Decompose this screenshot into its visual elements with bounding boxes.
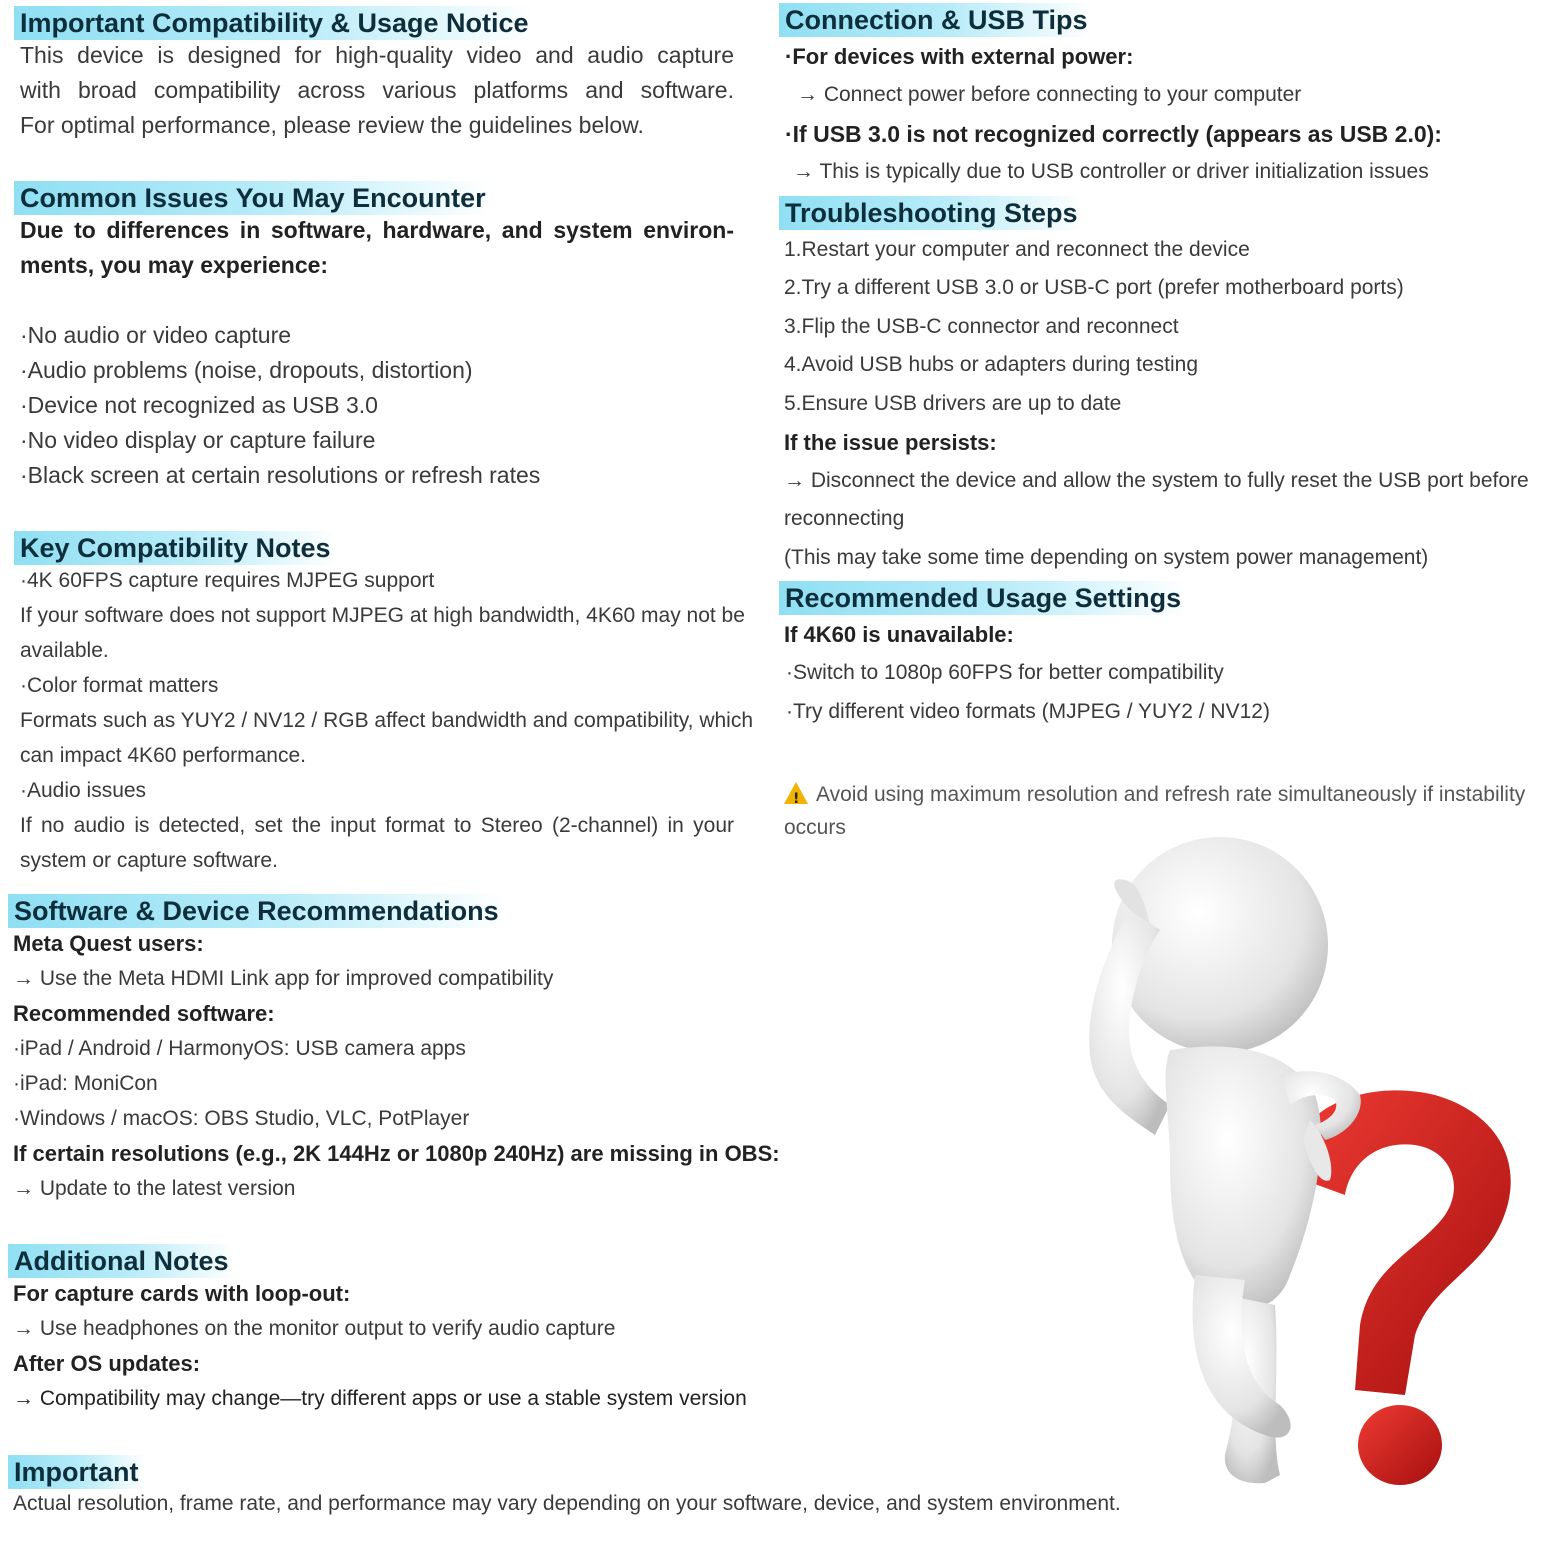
loop-line: → Use headphones on the monitor output to verify audio capture — [13, 1317, 616, 1340]
usb-line: → This is typically due to USB controller or driver initialization issues — [793, 160, 1429, 183]
key-note-line: available. — [20, 639, 109, 662]
warning-line-2: occurs — [784, 816, 846, 839]
troubleshooting-step: 3.Flip the USB-C connector and reconnect — [784, 315, 1179, 338]
important-title: Important — [8, 1455, 145, 1489]
issue-item: ·Audio problems (noise, dropouts, distortion) — [20, 357, 473, 383]
recommended-heading: If 4K60 is unavailable: — [784, 622, 1014, 647]
troubleshooting-step: 5.Ensure USB drivers are up to date — [784, 392, 1122, 415]
notice-line-1: This device is designed for high-quality video and audio capture — [20, 42, 734, 68]
loop-heading: For capture cards with loop-out: — [13, 1281, 351, 1306]
recommended-item: ·Try different video formats (MJPEG / YUY2 / NV12) — [786, 700, 1270, 723]
os-heading: After OS updates: — [13, 1351, 201, 1376]
recommended-item: ·Switch to 1080p 60FPS for better compatibility — [786, 661, 1224, 684]
issues-intro-2: ments, you may experience: — [20, 252, 329, 278]
persist-line: (This may take some time depending on system power management) — [784, 546, 1429, 569]
key-note-line: ·Color format matters — [20, 674, 219, 697]
warning-icon — [784, 782, 808, 804]
key-note-line: system or capture software. — [20, 849, 278, 872]
rec-software-item: ·Windows / macOS: OBS Studio, VLC, PotPlayer — [13, 1107, 470, 1130]
troubleshooting-title: Troubleshooting Steps — [779, 196, 1084, 230]
rec-software-item: ·iPad: MoniCon — [13, 1072, 158, 1095]
usb-heading: ·If USB 3.0 is not recognized correctly (appears as USB 2.0): — [785, 121, 1442, 147]
additional-title: Additional Notes — [8, 1244, 235, 1278]
issue-item: ·Device not recognized as USB 3.0 — [20, 392, 378, 418]
issue-item: ·No video display or capture failure — [20, 427, 376, 453]
persist-line: reconnecting — [784, 507, 905, 530]
obs-heading: If certain resolutions (e.g., 2K 144Hz or 1080p 240Hz) are missing in OBS: — [13, 1141, 780, 1166]
rec-software-heading: Recommended software: — [13, 1001, 275, 1026]
important-line: Actual resolution, frame rate, and performance may vary depending on your software, device, and system environment. — [13, 1492, 1121, 1515]
issues-intro-1: Due to differences in software, hardware, and system environ- — [20, 217, 734, 243]
notice-line-3: For optimal performance, please review the guidelines below. — [20, 112, 644, 138]
persist-heading: If the issue persists: — [784, 430, 997, 455]
warning-line-1: Avoid using maximum resolution and refresh rate simultaneously if instability — [816, 783, 1526, 806]
key-notes-title: Key Compatibility Notes — [14, 531, 337, 565]
os-line: → Compatibility may change—try different apps or use a stable system version — [13, 1387, 747, 1410]
thinking-person-figure — [1089, 837, 1361, 1483]
issue-item: ·No audio or video capture — [20, 322, 292, 348]
recommended-title: Recommended Usage Settings — [779, 581, 1187, 615]
thinking-person-illustration — [1075, 835, 1545, 1495]
warning-note — [784, 779, 1525, 808]
key-note-line: If no audio is detected, set the input format to Stereo (2-channel) in your — [20, 814, 734, 837]
meta-line: → Use the Meta HDMI Link app for improved compatibility — [13, 967, 554, 990]
software-title: Software & Device Recommendations — [8, 894, 505, 928]
notice-line-2: with broad compatibility across various platforms and software. — [20, 77, 734, 103]
notice-title: Important Compatibility & Usage Notice — [14, 6, 535, 40]
key-note-line: ·4K 60FPS capture requires MJPEG support — [20, 569, 435, 592]
power-line: → Connect power before connecting to your computer — [797, 83, 1302, 106]
issue-item: ·Black screen at certain resolutions or refresh rates — [20, 462, 541, 488]
power-heading: ·For devices with external power: — [785, 44, 1134, 69]
rec-software-item: ·iPad / Android / HarmonyOS: USB camera apps — [13, 1037, 466, 1060]
key-note-line: If your software does not support MJPEG at high bandwidth, 4K60 may not be — [20, 604, 745, 627]
obs-line: → Update to the latest version — [13, 1177, 296, 1200]
key-note-line: can impact 4K60 performance. — [20, 744, 306, 767]
meta-heading: Meta Quest users: — [13, 931, 204, 956]
troubleshooting-step: 4.Avoid USB hubs or adapters during testing — [784, 353, 1199, 376]
troubleshooting-step: 1.Restart your computer and reconnect the device — [784, 238, 1250, 261]
connection-title: Connection & USB Tips — [779, 3, 1094, 37]
key-note-line: ·Audio issues — [20, 779, 147, 802]
persist-line: → Disconnect the device and allow the system to fully reset the USB port before — [784, 469, 1529, 492]
troubleshooting-step: 2.Try a different USB 3.0 or USB-C port (prefer motherboard ports) — [784, 276, 1404, 299]
key-note-line: Formats such as YUY2 / NV12 / RGB affect bandwidth and compatibility, which — [20, 709, 754, 732]
issues-title: Common Issues You May Encounter — [14, 181, 492, 215]
